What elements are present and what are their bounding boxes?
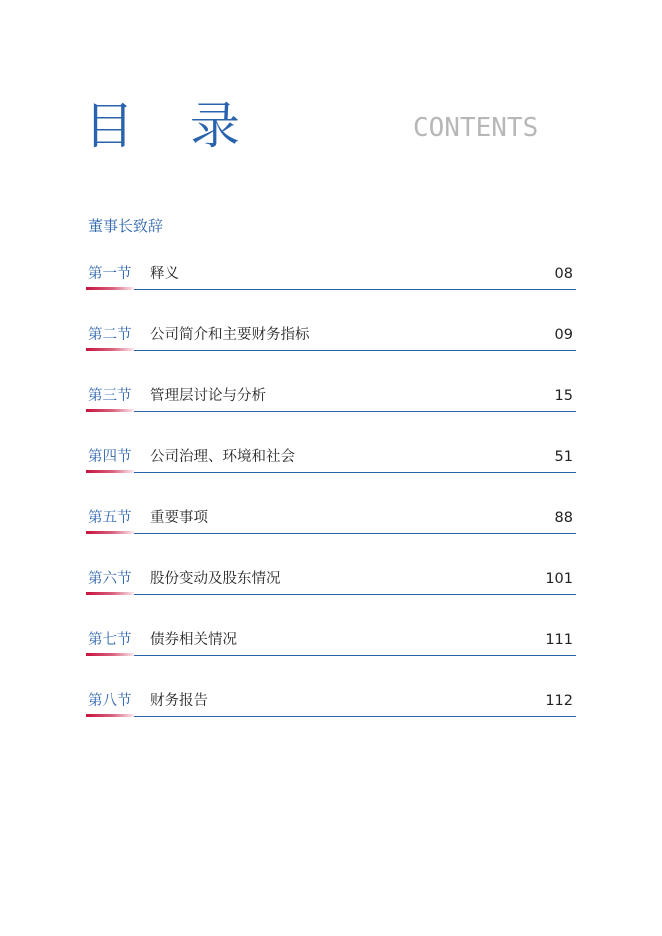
chairman-letter-link[interactable]: 董事长致辞 (88, 217, 164, 235)
section-number: 第八节 (88, 693, 132, 709)
section-accent-bar (86, 348, 134, 351)
page-number: 15 (554, 388, 573, 404)
table-of-contents (86, 262, 576, 750)
toc-entry-4[interactable] (86, 445, 576, 506)
contents-label: CONTENTS (413, 113, 539, 143)
section-number: 第三节 (88, 388, 132, 404)
section-title: 债券相关情况 (150, 632, 237, 648)
section-title: 重要事项 (150, 510, 208, 526)
section-number: 第六节 (88, 571, 132, 587)
toc-entry-8[interactable] (86, 689, 576, 750)
toc-entry-7[interactable] (86, 628, 576, 689)
divider-line (134, 594, 576, 595)
section-number: 第七节 (88, 632, 132, 648)
page-number: 51 (554, 449, 573, 465)
toc-entry-3[interactable] (86, 384, 576, 445)
section-accent-bar (86, 714, 134, 717)
section-title: 股份变动及股东情况 (150, 571, 281, 587)
section-number: 第一节 (88, 266, 132, 282)
divider-line (134, 350, 576, 351)
section-accent-bar (86, 470, 134, 473)
section-accent-bar (86, 592, 134, 595)
page-number: 09 (554, 327, 573, 343)
divider-line (134, 655, 576, 656)
page-title: 目 录 (84, 97, 260, 155)
section-number: 第五节 (88, 510, 132, 526)
section-title: 管理层讨论与分析 (150, 388, 266, 404)
divider-line (134, 716, 576, 717)
divider-line (134, 533, 576, 534)
divider-line (134, 411, 576, 412)
section-accent-bar (86, 409, 134, 412)
toc-entry-1[interactable] (86, 262, 576, 323)
section-title: 释义 (150, 266, 179, 282)
page-number: 101 (545, 571, 573, 587)
section-title: 公司简介和主要财务指标 (150, 327, 310, 343)
section-title: 财务报告 (150, 693, 208, 709)
section-accent-bar (86, 653, 134, 656)
page-number: 112 (545, 693, 573, 709)
section-accent-bar (86, 287, 134, 290)
divider-line (134, 289, 576, 290)
page-number: 08 (554, 266, 573, 282)
page-number: 111 (545, 632, 573, 648)
page-number: 88 (554, 510, 573, 526)
toc-entry-5[interactable] (86, 506, 576, 567)
toc-entry-2[interactable] (86, 323, 576, 384)
section-number: 第二节 (88, 327, 132, 343)
divider-line (134, 472, 576, 473)
toc-entry-6[interactable] (86, 567, 576, 628)
section-title: 公司治理、环境和社会 (150, 449, 295, 465)
section-accent-bar (86, 531, 134, 534)
section-number: 第四节 (88, 449, 132, 465)
